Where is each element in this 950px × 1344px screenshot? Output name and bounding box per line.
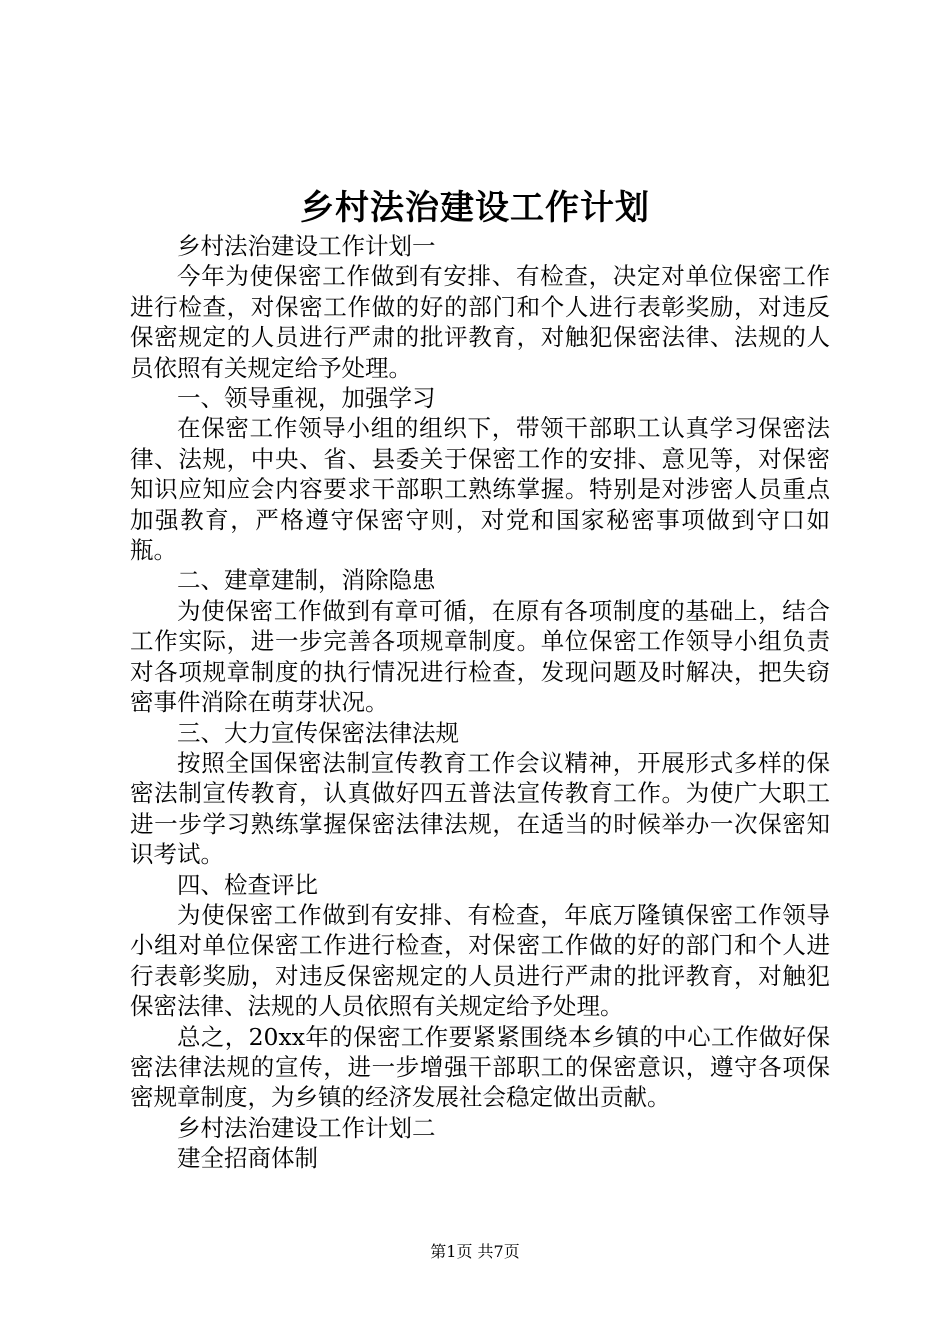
section-heading: 乡村法治建设工作计划二 [177,1113,436,1142]
document-body [130,231,830,1174]
page-footer: 第1页 共7页 [430,1242,520,1261]
section-heading: 乡村法治建设工作计划一 [177,232,436,260]
subsection-heading: 一、领导重视，加强学习 [177,384,436,413]
body-paragraph: 总之，20xx年的保密工作要紧紧围绕本乡镇的中心工作做好保密法律法规的宣传，进一步增强干部职工的保密意识，遵守各项保密规章制度，为乡镇的经济发展社会稳定做出贡献。 [130,1022,830,1112]
body-paragraph: 为使保密工作做到有章可循，在原有各项制度的基础上，结合工作实际，进一步完善各项规章制度。单位保密工作领导小组负责对各项规章制度的执行情况进行检查，发现问题及时解决，把失窃密事件消除在萌芽状况。 [130,596,830,717]
body-paragraph: 按照全国保密法制宣传教育工作会议精神，开展形式多样的保密法制宣传教育，认真做好四五普法宣传教育工作。为使广大职工进一步学习熟练掌握保密法律法规，在适当的时候举办一次保密知识考试。 [130,748,830,869]
subsection-heading: 建全招商体制 [177,1144,318,1173]
document-title: 乡村法治建设工作计划 [300,188,650,228]
subsection-heading: 三、大力宣传保密法律法规 [177,718,459,747]
subsection-heading: 四、检查评比 [177,870,318,899]
body-paragraph: 今年为使保密工作做到有安排、有检查，决定对单位保密工作进行检查，对保密工作做的好的部门和个人进行表彰奖励，对违反保密规定的人员进行严肃的批评教育，对触犯保密法律、法规的人员依照有关规定给予处理。 [130,262,830,382]
body-paragraph: 在保密工作领导小组的组织下，带领干部职工认真学习保密法律、法规，中央、省、县委关于保密工作的安排、意见等，对保密知识应知应会内容要求干部职工熟练掌握。特别是对涉密人员重点加强教育，严格遵守保密守则，对党和国家秘密事项做到守口如瓶。 [130,414,830,565]
subsection-heading: 二、建章建制，消除隐患 [177,566,436,595]
body-paragraph: 为使保密工作做到有安排、有检查，年底万隆镇保密工作领导小组对单位保密工作进行检查，对保密工作做的好的部门和个人进行表彰奖励，对违反保密规定的人员进行严肃的批评教育，对触犯保密法律、法规的人员依照有关规定给予处理。 [130,900,830,1021]
